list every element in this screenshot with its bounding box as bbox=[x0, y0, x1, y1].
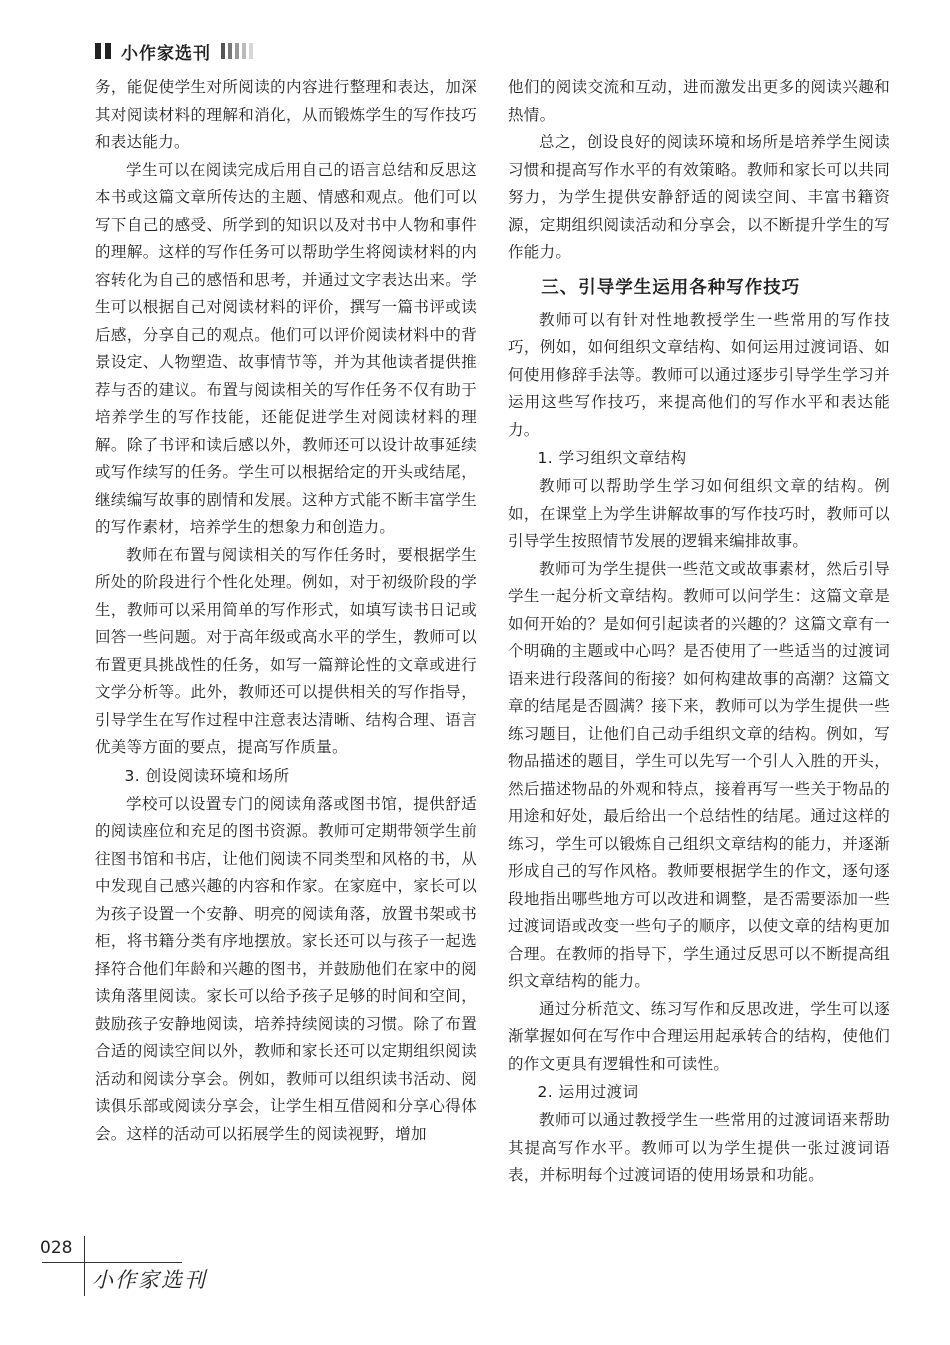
header-black-bar bbox=[95, 43, 101, 59]
paragraph: 他们的阅读交流和互动，进而激发出更多的阅读兴趣和热情。 bbox=[508, 78, 890, 124]
footer-divider-horizontal bbox=[42, 1262, 182, 1263]
subsection-heading: 3. 创设阅读环境和场所 bbox=[124, 766, 290, 785]
section-heading: 三、引导学生运用各种写作技巧 bbox=[541, 277, 801, 298]
paragraph: 教师可以有针对性地教授学生一些常用的写作技巧，例如，如何组织文章结构、如何运用过渡词语、如何使用修辞手法等。教师可以通过逐步引导学生学习并运用这些写作技巧，来提高他们的写作水平和表达能力。 bbox=[508, 310, 890, 439]
paragraph: 教师可为学生提供一些范文或故事素材，然后引导学生一起分析文章结构。教师可以问学生：这篇文章是如何开始的？是如何引起读者的兴趣的？这篇文章有一个明确的主题或中心吗？是否使用了一些适当的过渡词语来进行段落间的衔接？如何构建故事的高潮？这篇文章的结尾是否圆满？接下来，教师可以为学生提供一些练习题目，让他们自己动手组织文章的结构。例如，写物品描述的题目，学生可以先写一个引人入胜的开头，然后描述物品的外观和特点，接着再写一些关于物品的用途和好处，最后给出一个总结性的结尾。通过这样的练习，学生可以锻炼自己组织文章结构的能力，并逐渐形成自己的写作风格。教师要根据学生的作文，逐句逐段地指出哪些地方可以改进和调整，是否需要添加一些过渡词语或改变一些句子的顺序，以使文章的结构更加合理。在教师的指导下，学生通过反思可以不断提高组织文章结构的能力。 bbox=[508, 559, 890, 990]
header-grey-bar bbox=[235, 43, 239, 59]
right-column bbox=[508, 74, 890, 1190]
running-header bbox=[95, 38, 256, 64]
subsection-heading: 2. 运用过渡词 bbox=[537, 1083, 639, 1101]
header-grey-bar bbox=[249, 43, 253, 59]
left-column bbox=[95, 74, 477, 1148]
header-grey-bar bbox=[221, 43, 225, 59]
journal-title: 小作家选刊 bbox=[121, 43, 211, 64]
paragraph: 学生可以在阅读完成后用自己的语言总结和反思这本书或这篇文章所传达的主题、情感和观点。他们可以写下自己的感受、所学到的知识以及对书中人物和事件的理解。这样的写作任务可以帮助学生将阅读材料的内容转化为自己的感悟和思考，并通过文字表达出来。学生可以根据自己对阅读材料的评价，撰写一篇书评或读后感，分享自己的观点。他们可以评价阅读材料中的背景设定、人物塑造、故事情节等，并为其他读者提供推荐与否的建议。布置与阅读相关的写作任务不仅有助于培养学生的写作技能，还能促进学生对阅读材料的理解。除了书评和读后感以外，教师还可以设计故事延续或写作续写的任务。学生可以根据给定的开头或结尾，继续编写故事的剧情和发展。这种方式能不断丰富学生的写作素材，培养学生的想象力和创造力。 bbox=[95, 160, 477, 536]
page-number: 028 bbox=[40, 1238, 73, 1258]
header-grey-bar bbox=[242, 43, 246, 59]
footer-logo: 小作家选刊 bbox=[92, 1268, 207, 1292]
paragraph: 教师可以通过教授学生一些常用的过渡词语来帮助其提高写作水平。教师可以为学生提供一张过渡词语表，并标明每个过渡词语的使用场景和功能。 bbox=[508, 1111, 890, 1184]
paragraph: 务，能促使学生对所阅读的内容进行整理和表达，加深其对阅读材料的理解和消化，从而锻炼学生的写作技巧和表达能力。 bbox=[95, 78, 477, 151]
paragraph: 总之，创设良好的阅读环境和场所是培养学生阅读习惯和提高写作水平的有效策略。教师和家长可以共同努力，为学生提供安静舒适的阅读空间、丰富书籍资源，定期组织阅读活动和分享会，以不断提升学生的写作能力。 bbox=[508, 133, 890, 261]
header-grey-bar bbox=[228, 43, 232, 59]
header-black-bar bbox=[105, 43, 111, 59]
paragraph: 学校可以设置专门的阅读角落或图书馆，提供舒适的阅读座位和充足的图书资源。教师可定期带领学生前往图书馆和书店，让他们阅读不同类型和风格的书，从中发现自己感兴趣的内容和作家。在家庭中，家长可以为孩子设置一个安静、明亮的阅读角落，放置书架或书柜，将书籍分类有序地摆放。家长还可以与孩子一起选择符合他们年龄和兴趣的图书，并鼓励他们在家中的阅读角落里阅读。家长可以给予孩子足够的时间和空间，鼓励孩子安静地阅读，培养持续阅读的习惯。除了布置合适的阅读空间以外，教师和家长还可以定期组织阅读活动和阅读分享会。例如，教师可以组织读书活动、阅读俱乐部或阅读分享会，让学生相互借阅和分享心得体会。这样的活动可以拓展学生的阅读视野，增加 bbox=[95, 794, 477, 1143]
paragraph: 教师可以帮助学生学习如何组织文章的结构。例如，在课堂上为学生讲解故事的写作技巧时，教师可以引导学生按照情节发展的逻辑来编排故事。 bbox=[508, 477, 890, 550]
paragraph: 通过分析范文、练习写作和反思改进，学生可以逐渐掌握如何在写作中合理运用起承转合的结构，使他们的作文更具有逻辑性和可读性。 bbox=[508, 999, 890, 1073]
subsection-heading: 1. 学习组织文章结构 bbox=[537, 449, 687, 467]
footer-divider-vertical bbox=[84, 1236, 85, 1296]
paragraph: 教师在布置与阅读相关的写作任务时，要根据学生所处的阶段进行个性化处理。例如，对于初级阶段的学生，教师可以采用简单的写作形式，如填写读书日记或回答一些问题。对于高年级或高水平的学生，教师可以布置更具挑战性的任务，如写一篇辩论性的文章或进行文学分析等。此外，教师还可以提供相关的写作指导，引导学生在写作过程中注意表达清晰、结构合理、语言优美等方面的要点，提高写作质量。 bbox=[95, 545, 477, 756]
